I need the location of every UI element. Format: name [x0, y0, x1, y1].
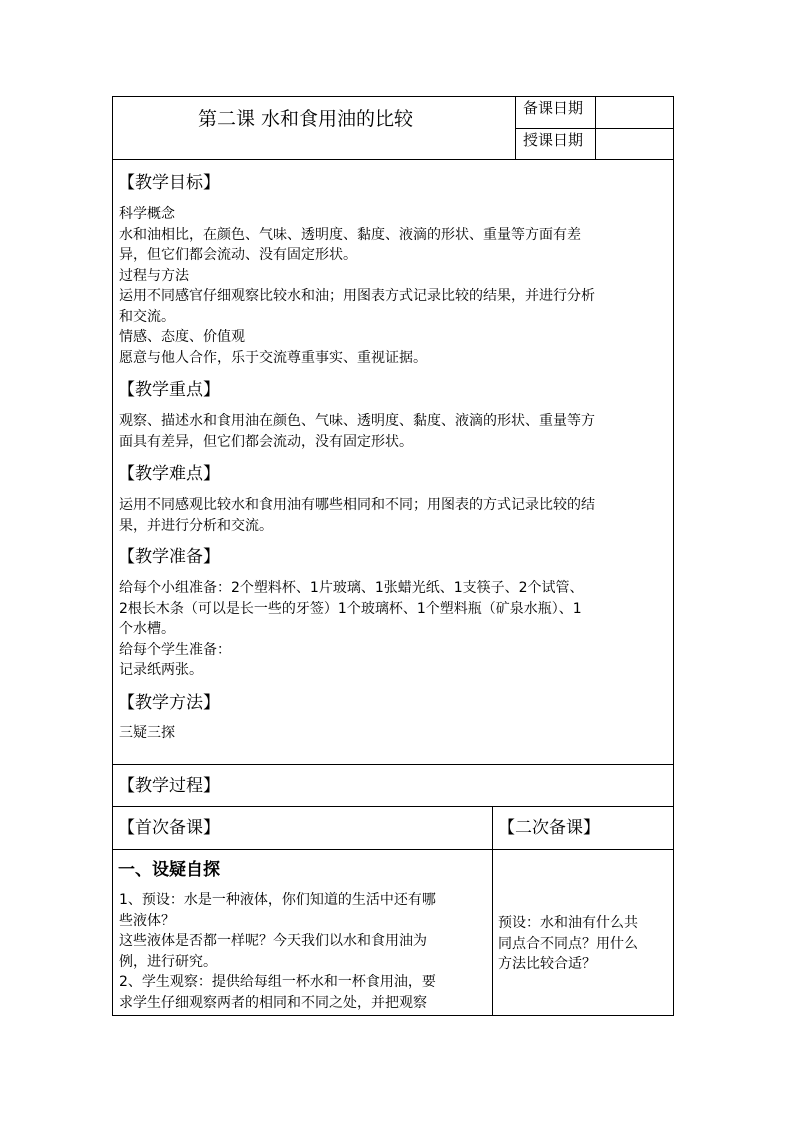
table-border-left [112, 96, 113, 1016]
method-line: 三疑三探 [119, 725, 175, 741]
objectives-line: 运用不同感官仔细观察比较水和油；用图表方式记录比较的结果，并进行分析 [119, 288, 595, 304]
objectives-line: 愿意与他人合作，乐于交流尊重事实、重视证据。 [119, 349, 427, 366]
difficulties-line: 果，并进行分析和交流。 [119, 517, 273, 534]
first-prep-line: 这些液体是否都一样呢？今天我们以水和食用油为 [119, 933, 427, 949]
header-bottom-line [112, 159, 674, 160]
method-heading: 【教学方法】 [118, 693, 220, 713]
table-border-right [673, 96, 674, 1016]
second-prep-line: 方法比较合适？ [498, 956, 596, 972]
second-prep-line: 同点合不同点？用什么 [498, 935, 638, 952]
first-prep-line: 些液体？ [119, 912, 175, 929]
preparation-line: 给每个小组准备：2个塑料杯、1片玻璃、1张蜡光纸、1支筷子、2个试管、 [119, 580, 584, 596]
objectives-line: 异，但它们都会流动、没有固定形状。 [119, 247, 357, 263]
preparation-heading: 【教学准备】 [118, 547, 220, 567]
first-prep-line: 1、预设：水是一种液体，你们知道的生活中还有哪 [119, 892, 436, 908]
objectives-line: 水和油相比，在颜色、气味、透明度、黏度、液滴的形状、重量等方面有差 [119, 226, 581, 243]
method-body [119, 723, 175, 744]
key-points-body [119, 411, 595, 452]
prep-date-label: 备课日期 [523, 99, 584, 117]
objectives-line: 科学概念 [119, 206, 175, 222]
objectives-heading: 【教学目标】 [118, 173, 220, 193]
second-prep-column-header: 【二次备课】 [498, 818, 600, 838]
preparation-line: 记录纸两张。 [119, 662, 203, 678]
preparation-line: 2根长木条（可以是长一些的牙签）1个玻璃杯、1个塑料瓶（矿泉水瓶）、1 [119, 600, 582, 617]
preparation-line: 个水槽。 [119, 621, 175, 637]
first-prep-body [119, 890, 436, 1013]
objectives-line: 情感、态度、价值观 [119, 329, 245, 345]
first-prep-heading: 一、设疑自探 [118, 860, 220, 880]
first-prep-line: 求学生仔细观察两者的相同和不同之处，并把观察 [119, 994, 427, 1011]
difficulties-heading: 【教学难点】 [118, 464, 220, 484]
date-row-divider [515, 128, 674, 129]
preparation-body [119, 578, 584, 681]
second-prep-body [498, 913, 638, 975]
column-divider [492, 806, 493, 1016]
process-heading: 【教学过程】 [118, 776, 220, 796]
difficulties-body [119, 495, 595, 536]
columns-bottom-line [112, 849, 674, 850]
first-prep-line: 2、学生观察：提供给每组一杯水和一杯食用油，要 [119, 974, 436, 990]
process-top-line [112, 764, 674, 765]
teach-date-label: 授课日期 [523, 131, 584, 149]
objectives-line: 和交流。 [119, 308, 175, 325]
page-title: 第二课 水和食用油的比较 [198, 108, 414, 130]
objectives-body [119, 204, 595, 368]
difficulties-line: 运用不同感观比较水和食用油有哪些相同和不同；用图表的方式记录比较的结 [119, 497, 595, 513]
table-border-top [112, 96, 674, 97]
table-border-bottom [112, 1015, 674, 1016]
columns-top-line [112, 806, 674, 807]
first-prep-line: 例，进行研究。 [119, 953, 217, 970]
first-prep-column-header: 【首次备课】 [118, 818, 220, 838]
key-points-line: 面具有差异，但它们都会流动，没有固定形状。 [119, 433, 413, 450]
key-points-line: 观察、描述水和食用油在颜色、气味、透明度、黏度、液滴的形状、重量等方 [119, 413, 595, 429]
second-prep-line: 预设：水和油有什么共 [498, 915, 638, 931]
objectives-line: 过程与方法 [119, 267, 189, 284]
key-points-heading: 【教学重点】 [118, 380, 220, 400]
preparation-line: 给每个学生准备： [119, 641, 231, 658]
